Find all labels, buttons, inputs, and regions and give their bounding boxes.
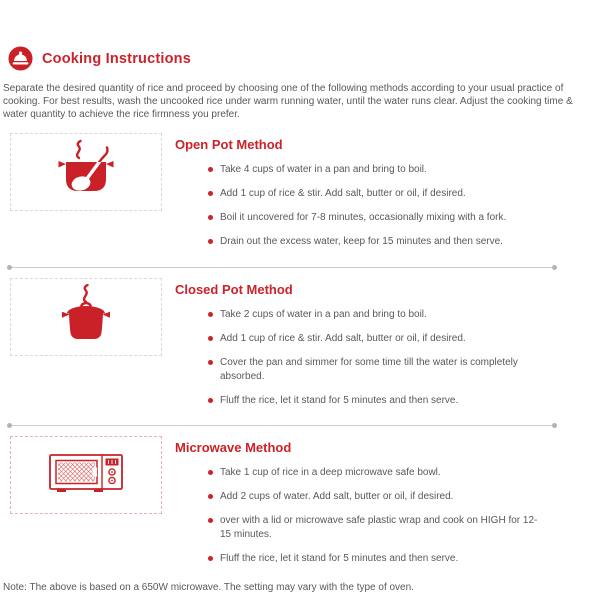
method-open-pot — [10, 133, 600, 259]
step-item — [175, 514, 547, 542]
step-text: Boil it uncovered for 7-8 minutes, occasionally mixing with a fork. — [220, 212, 507, 223]
step-item — [175, 163, 547, 177]
divider-line — [12, 267, 552, 268]
method-steps — [175, 308, 547, 408]
closed-pot-icon — [36, 284, 136, 351]
method-steps — [175, 163, 547, 249]
bullet-icon — [208, 167, 213, 172]
step-item — [175, 332, 547, 346]
bullet-icon — [208, 470, 213, 475]
bullet-icon — [208, 191, 213, 196]
method-closed-pot-content — [175, 278, 547, 418]
step-item — [175, 490, 547, 504]
step-text: Add 1 cup of rice & stir. Add salt, butter or oil, if desired. — [220, 333, 466, 344]
method-microwave — [10, 436, 600, 576]
closed-pot-icon-box — [10, 278, 162, 356]
method-title: Open Pot Method — [175, 137, 283, 152]
bullet-icon — [208, 494, 213, 499]
step-item — [175, 187, 547, 201]
method-closed-pot — [10, 278, 600, 418]
step-text: Add 2 cups of water. Add salt, butter or oil, if desired. — [220, 491, 454, 502]
bullet-icon — [208, 215, 213, 220]
step-item — [175, 552, 547, 566]
step-item — [175, 211, 547, 225]
bullet-icon — [208, 336, 213, 341]
method-title: Microwave Method — [175, 440, 292, 455]
section-divider — [7, 423, 557, 428]
divider-dot — [552, 265, 557, 270]
bullet-icon — [208, 398, 213, 403]
step-text: Fluff the rice, let it stand for 5 minutes and then serve. — [220, 395, 459, 406]
step-item — [175, 308, 547, 322]
cloche-icon — [8, 46, 33, 71]
divider-dot — [552, 423, 557, 428]
bullet-icon — [208, 518, 213, 523]
step-text: Take 1 cup of rice in a deep microwave safe bowl. — [220, 467, 441, 478]
method-title: Closed Pot Method — [175, 282, 293, 297]
open-pot-icon — [36, 139, 136, 206]
step-text: Take 2 cups of water in a pan and bring to boil. — [220, 309, 427, 320]
step-text: Take 4 cups of water in a pan and bring to boil. — [220, 164, 427, 175]
section-header — [8, 46, 600, 71]
section-divider — [7, 265, 557, 270]
step-item — [175, 466, 547, 480]
divider-line — [12, 425, 552, 426]
open-pot-icon-box — [10, 133, 162, 211]
footer-note: Note: The above is based on a 650W microwave. The setting may vary with the type of oven. — [3, 582, 414, 593]
method-microwave-content — [175, 436, 547, 576]
step-item — [175, 235, 547, 249]
step-text: Drain out the excess water, keep for 15 minutes and then serve. — [220, 236, 503, 247]
bullet-icon — [208, 556, 213, 561]
step-item — [175, 356, 547, 384]
bullet-icon — [208, 239, 213, 244]
step-text: Fluff the rice, let it stand for 5 minutes and then serve. — [220, 553, 459, 564]
microwave-icon — [36, 442, 136, 509]
bullet-icon — [208, 360, 213, 365]
bullet-icon — [208, 312, 213, 317]
microwave-icon-box — [10, 436, 162, 514]
step-item — [175, 394, 547, 408]
intro-paragraph: Separate the desired quantity of rice and proceed by choosing one of the following methods according to your usual practice of cooking. For best results, wash the uncooked rice under warm running water, until the water runs clear. Adjust the cooking time & water quantity to achieve the rice firmness you prefer. — [3, 83, 573, 120]
step-text: Add 1 cup of rice & stir. Add salt, butter or oil, if desired. — [220, 188, 466, 199]
method-open-pot-content — [175, 133, 547, 259]
step-text: over with a lid or microwave safe plastic wrap and cook on HIGH for 12-15 minutes. — [220, 515, 538, 540]
method-steps — [175, 466, 547, 566]
page-title: Cooking Instructions — [42, 50, 191, 67]
step-text: Cover the pan and simmer for some time till the water is completely absorbed. — [220, 357, 518, 382]
